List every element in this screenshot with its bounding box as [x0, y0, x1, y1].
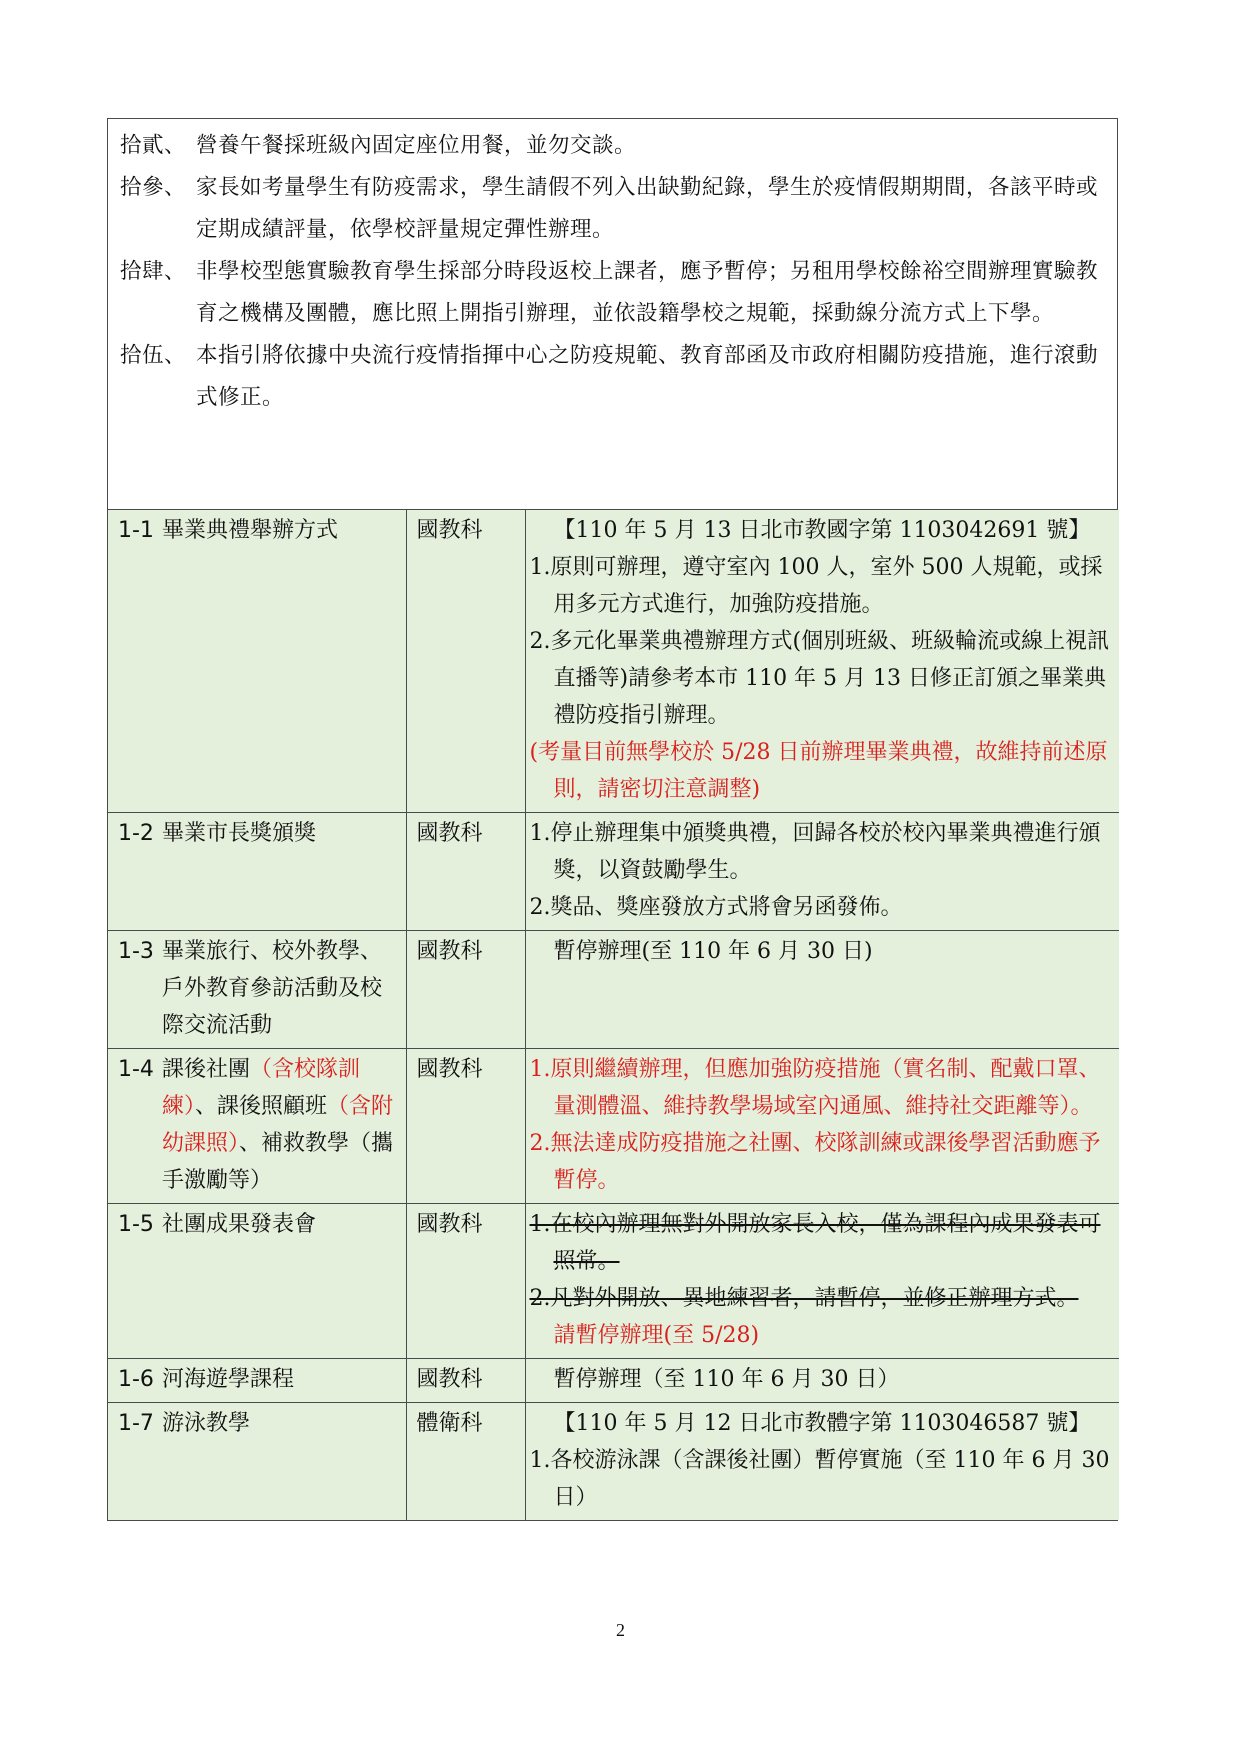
paragraph-number: 拾參、 — [120, 175, 187, 200]
intro-section — [108, 119, 1117, 510]
measure-line: 2.凡對外開放、異地練習者，請暫停，並修正辦理方式。 — [529, 1286, 1079, 1311]
item-id: 1-4 — [118, 1057, 154, 1082]
page-number: 2 — [616, 1620, 625, 1640]
measure-cell — [525, 1204, 1119, 1359]
paragraph-number: 拾伍、 — [120, 343, 187, 368]
item-cell — [108, 1359, 406, 1403]
department-cell: 國教科 — [406, 1359, 525, 1403]
measure-line: 1.停止辦理集中頒獎典禮，回歸各校於校內畢業典禮進行頒獎，以資鼓勵學生。 — [529, 821, 1101, 883]
item-id: 1-2 — [118, 821, 154, 846]
measure-line: 請暫停辦理(至 5/28) — [553, 1323, 760, 1348]
measure-cell — [525, 931, 1119, 1049]
department-cell: 國教科 — [406, 931, 525, 1049]
measure-line: 1.各校游泳課（含課後社團）暫停實施（至 110 年 6 月 30 日） — [529, 1448, 1110, 1510]
measure-cell — [525, 1049, 1119, 1204]
item-id: 1-3 — [118, 939, 154, 964]
item-cell — [108, 813, 406, 931]
item-id: 1-7 — [118, 1411, 154, 1436]
intro-paragraph — [120, 125, 1107, 167]
measure-line: 暫停辦理(至 110 年 6 月 30 日) — [553, 939, 873, 964]
department-cell: 體衛科 — [406, 1403, 525, 1521]
measures-table — [108, 510, 1119, 1520]
measure-line: 1.原則繼續辦理，但應加強防疫措施（實名制、配戴口罩、量測體溫、維持教學場域室內通風、維持社交距離等）。 — [529, 1057, 1101, 1119]
intro-paragraph — [120, 251, 1107, 335]
table-row — [108, 1204, 1119, 1359]
table-row — [108, 931, 1119, 1049]
measure-cell — [525, 813, 1119, 931]
item-title: 課後社團（含校隊訓練）、課後照顧班（含附幼課照）、補救教學（攜手激勵等） — [161, 1057, 393, 1193]
department-cell: 國教科 — [406, 1204, 525, 1359]
item-id: 1-6 — [118, 1367, 154, 1392]
item-cell — [108, 1204, 406, 1359]
measure-line: 暫停辦理（至 110 年 6 月 30 日） — [553, 1367, 900, 1392]
measure-line: (考量目前無學校於 5/28 日前辦理畢業典禮，故維持前述原則，請密切注意調整) — [529, 740, 1108, 802]
item-cell — [108, 510, 406, 813]
paragraph-text: 家長如考量學生有防疫需求，學生請假不列入出缺勤紀錄，學生於疫情假期期間，各該平時或定期成績評量，依學校評量規定彈性辦理。 — [196, 175, 1099, 242]
document-frame — [107, 118, 1118, 1521]
measure-cell — [525, 1403, 1119, 1521]
measure-line: 1.在校內辦理無對外開放家長入校，僅為課程內成果發表可照常。 — [529, 1212, 1101, 1274]
paragraph-number: 拾肆、 — [120, 259, 187, 284]
item-title: 畢業旅行、校外教學、戶外教育參訪活動及校際交流活動 — [161, 939, 382, 1038]
table-row — [108, 813, 1119, 931]
item-cell — [108, 931, 406, 1049]
measure-cell — [525, 1359, 1119, 1403]
intro-paragraph — [120, 167, 1107, 251]
paragraph-text: 非學校型態實驗教育學生採部分時段返校上課者，應予暫停；另租用學校餘裕空間辦理實驗教育之機構及團體，應比照上開指引辦理，並依設籍學校之規範，採動線分流方式上下學。 — [196, 259, 1099, 326]
item-cell — [108, 1403, 406, 1521]
department-cell: 國教科 — [406, 1049, 525, 1204]
item-title: 游泳教學 — [161, 1411, 250, 1436]
paragraph-text: 本指引將依據中央流行疫情指揮中心之防疫規範、教育部函及市政府相關防疫措施，進行滾動式修正。 — [196, 343, 1099, 410]
department-cell: 國教科 — [406, 813, 525, 931]
measure-cell — [525, 510, 1119, 813]
measure-line: 【110 年 5 月 13 日北市教國字第 1103042691 號】 — [553, 518, 1091, 543]
measure-line: 2.多元化畢業典禮辦理方式(個別班級、班級輪流或線上視訊直播等)請參考本市 110 年 5 月 13 日修正訂頒之畢業典禮防疫指引辦理。 — [529, 629, 1110, 728]
item-title: 畢業市長獎頒獎 — [161, 821, 316, 846]
table-row — [108, 510, 1119, 813]
measure-line: 2.無法達成防疫措施之社團、校隊訓練或課後學習活動應予暫停。 — [529, 1131, 1101, 1193]
item-id: 1-5 — [118, 1212, 154, 1237]
measure-line: 【110 年 5 月 12 日北市教體字第 1103046587 號】 — [553, 1411, 1091, 1436]
measure-line: 2.獎品、獎座發放方式將會另函發佈。 — [529, 895, 903, 920]
department-cell: 國教科 — [406, 510, 525, 813]
table-row — [108, 1403, 1119, 1521]
table-row — [108, 1049, 1119, 1204]
item-id: 1-1 — [118, 518, 154, 543]
item-title: 河海遊學課程 — [161, 1367, 294, 1392]
item-title: 社團成果發表會 — [161, 1212, 316, 1237]
measure-line: 1.原則可辦理，遵守室內 100 人，室外 500 人規範，或採用多元方式進行，加強防疫措施。 — [529, 555, 1103, 617]
paragraph-text: 營養午餐採班級內固定座位用餐，並勿交談。 — [196, 133, 637, 158]
item-title: 畢業典禮舉辦方式 — [161, 518, 338, 543]
paragraph-number: 拾貳、 — [120, 133, 187, 158]
item-cell — [108, 1049, 406, 1204]
intro-paragraph — [120, 335, 1107, 419]
table-row — [108, 1359, 1119, 1403]
